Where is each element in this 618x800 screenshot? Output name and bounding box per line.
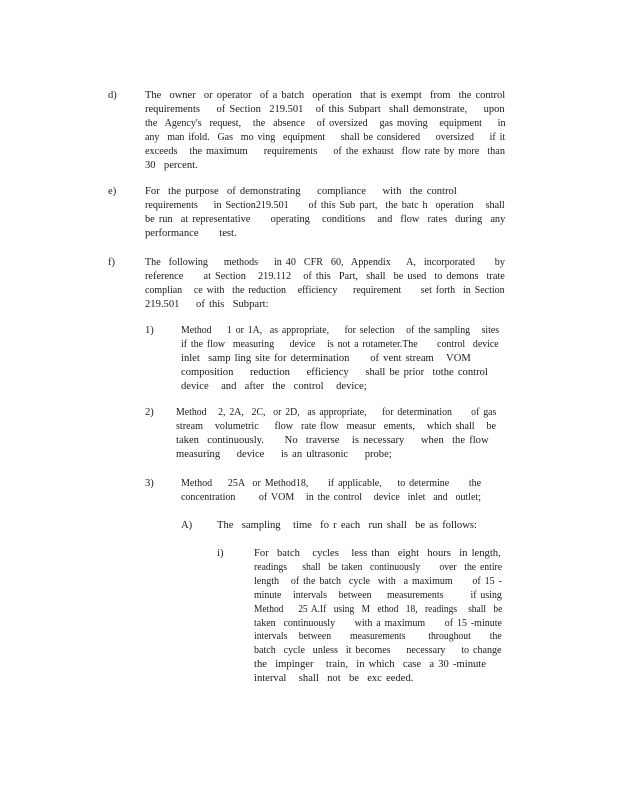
text-line: length of the batch cycle with a maximum of 15 - [254, 575, 502, 587]
subparagraph-marker: i) [217, 548, 224, 559]
text-line: For batch cycles less than eight hours in length, [254, 548, 501, 559]
text-line: 30 percent. [145, 159, 198, 171]
text-line: The sampling time fo r each run shall be as follows: [217, 520, 477, 531]
subparagraph-marker: A) [181, 520, 193, 531]
subparagraph-text [217, 519, 477, 533]
text-line: complian ce with the reduction efficiency requirement set forth in Section [145, 284, 505, 296]
text-line: the Agency's request, the absence of oversized gas moving equipment in [145, 117, 506, 129]
subparagraph-marker: 1) [145, 325, 154, 336]
subparagraph-text [176, 406, 496, 462]
paragraph-marker: f) [108, 257, 116, 268]
text-line: The following methods in 40 CFR 60, Appendix A, incorporated by [145, 257, 505, 268]
text-line: if the flow measuring device is not a rotameter.The control device [181, 338, 499, 350]
text-line: requirements in Section219.501 of this Sub part, the batc h operation shall [145, 199, 505, 211]
text-line: Method 25A or Method18, if applicable, to determine the [181, 478, 482, 489]
text-line: reference at Section 219.112 of this Part, shall be used to demons trate [145, 270, 505, 282]
text-line: readings shall be taken continuously over the entire [254, 561, 503, 573]
text-line: For the purpose of demonstrating compliance with the control [145, 186, 457, 197]
paragraph-text [145, 256, 505, 312]
text-line: taken continuously with a maximum of 15 -minute [254, 617, 502, 629]
paragraph-marker: e) [108, 186, 117, 197]
text-line: Method 25 A.If using M ethod 18, readings shall be [254, 603, 503, 615]
text-line: Method 1 or 1A, as appropriate, for selection of the sampling sites [181, 325, 500, 336]
text-line: minute intervals between measurements if using [254, 589, 502, 601]
paragraph-text [145, 185, 505, 241]
subparagraph-marker: 2) [145, 407, 154, 418]
subparagraph-text [181, 477, 481, 505]
subparagraph-marker: 3) [145, 478, 154, 489]
text-line: be run at representative operating conditions and flow rates during any [145, 213, 506, 225]
text-line: measuring device is an ultrasonic probe; [176, 448, 392, 460]
subparagraph-text [254, 547, 502, 686]
text-line: taken continuously. No traverse is necessary when the flow [176, 434, 489, 446]
subparagraph-text [181, 324, 499, 394]
text-line: inlet samp ling site for determination of vent stream VOM [181, 352, 471, 364]
paragraph-marker: d) [108, 90, 117, 101]
text-line: The owner or operator of a batch operation that is exempt from the control [145, 90, 506, 101]
text-line: Method 2, 2A, 2C, or 2D, as appropriate, for determination of gas [176, 407, 497, 418]
text-line: requirements of Section 219.501 of this Subpart shall demonstrate, upon [145, 103, 505, 115]
text-line: device and after the control device; [181, 380, 367, 392]
text-line: 219.501 of this Subpart: [145, 298, 269, 310]
text-line: intervals between measurements throughout the [254, 631, 502, 643]
paragraph-text [145, 89, 505, 172]
text-line: exceeds the maximum requirements of the exhaust flow rate by more than [145, 145, 505, 157]
text-line: batch cycle unless it becomes necessary to change [254, 645, 502, 657]
text-line: stream volumetric flow rate flow measur ements, which shall be [176, 420, 497, 432]
text-line: interval shall not be exc eeded. [254, 673, 414, 685]
text-line: any man ifold. Gas mo ving equipment shall be considered oversized if it [145, 131, 506, 143]
text-line: performance test. [145, 227, 237, 239]
text-line: concentration of VOM in the control device inlet and outlet; [181, 491, 482, 503]
text-line: composition reduction efficiency shall be prior tothe control [181, 366, 488, 378]
text-line: the impinger train, in which case a 30 -minute [254, 659, 486, 671]
